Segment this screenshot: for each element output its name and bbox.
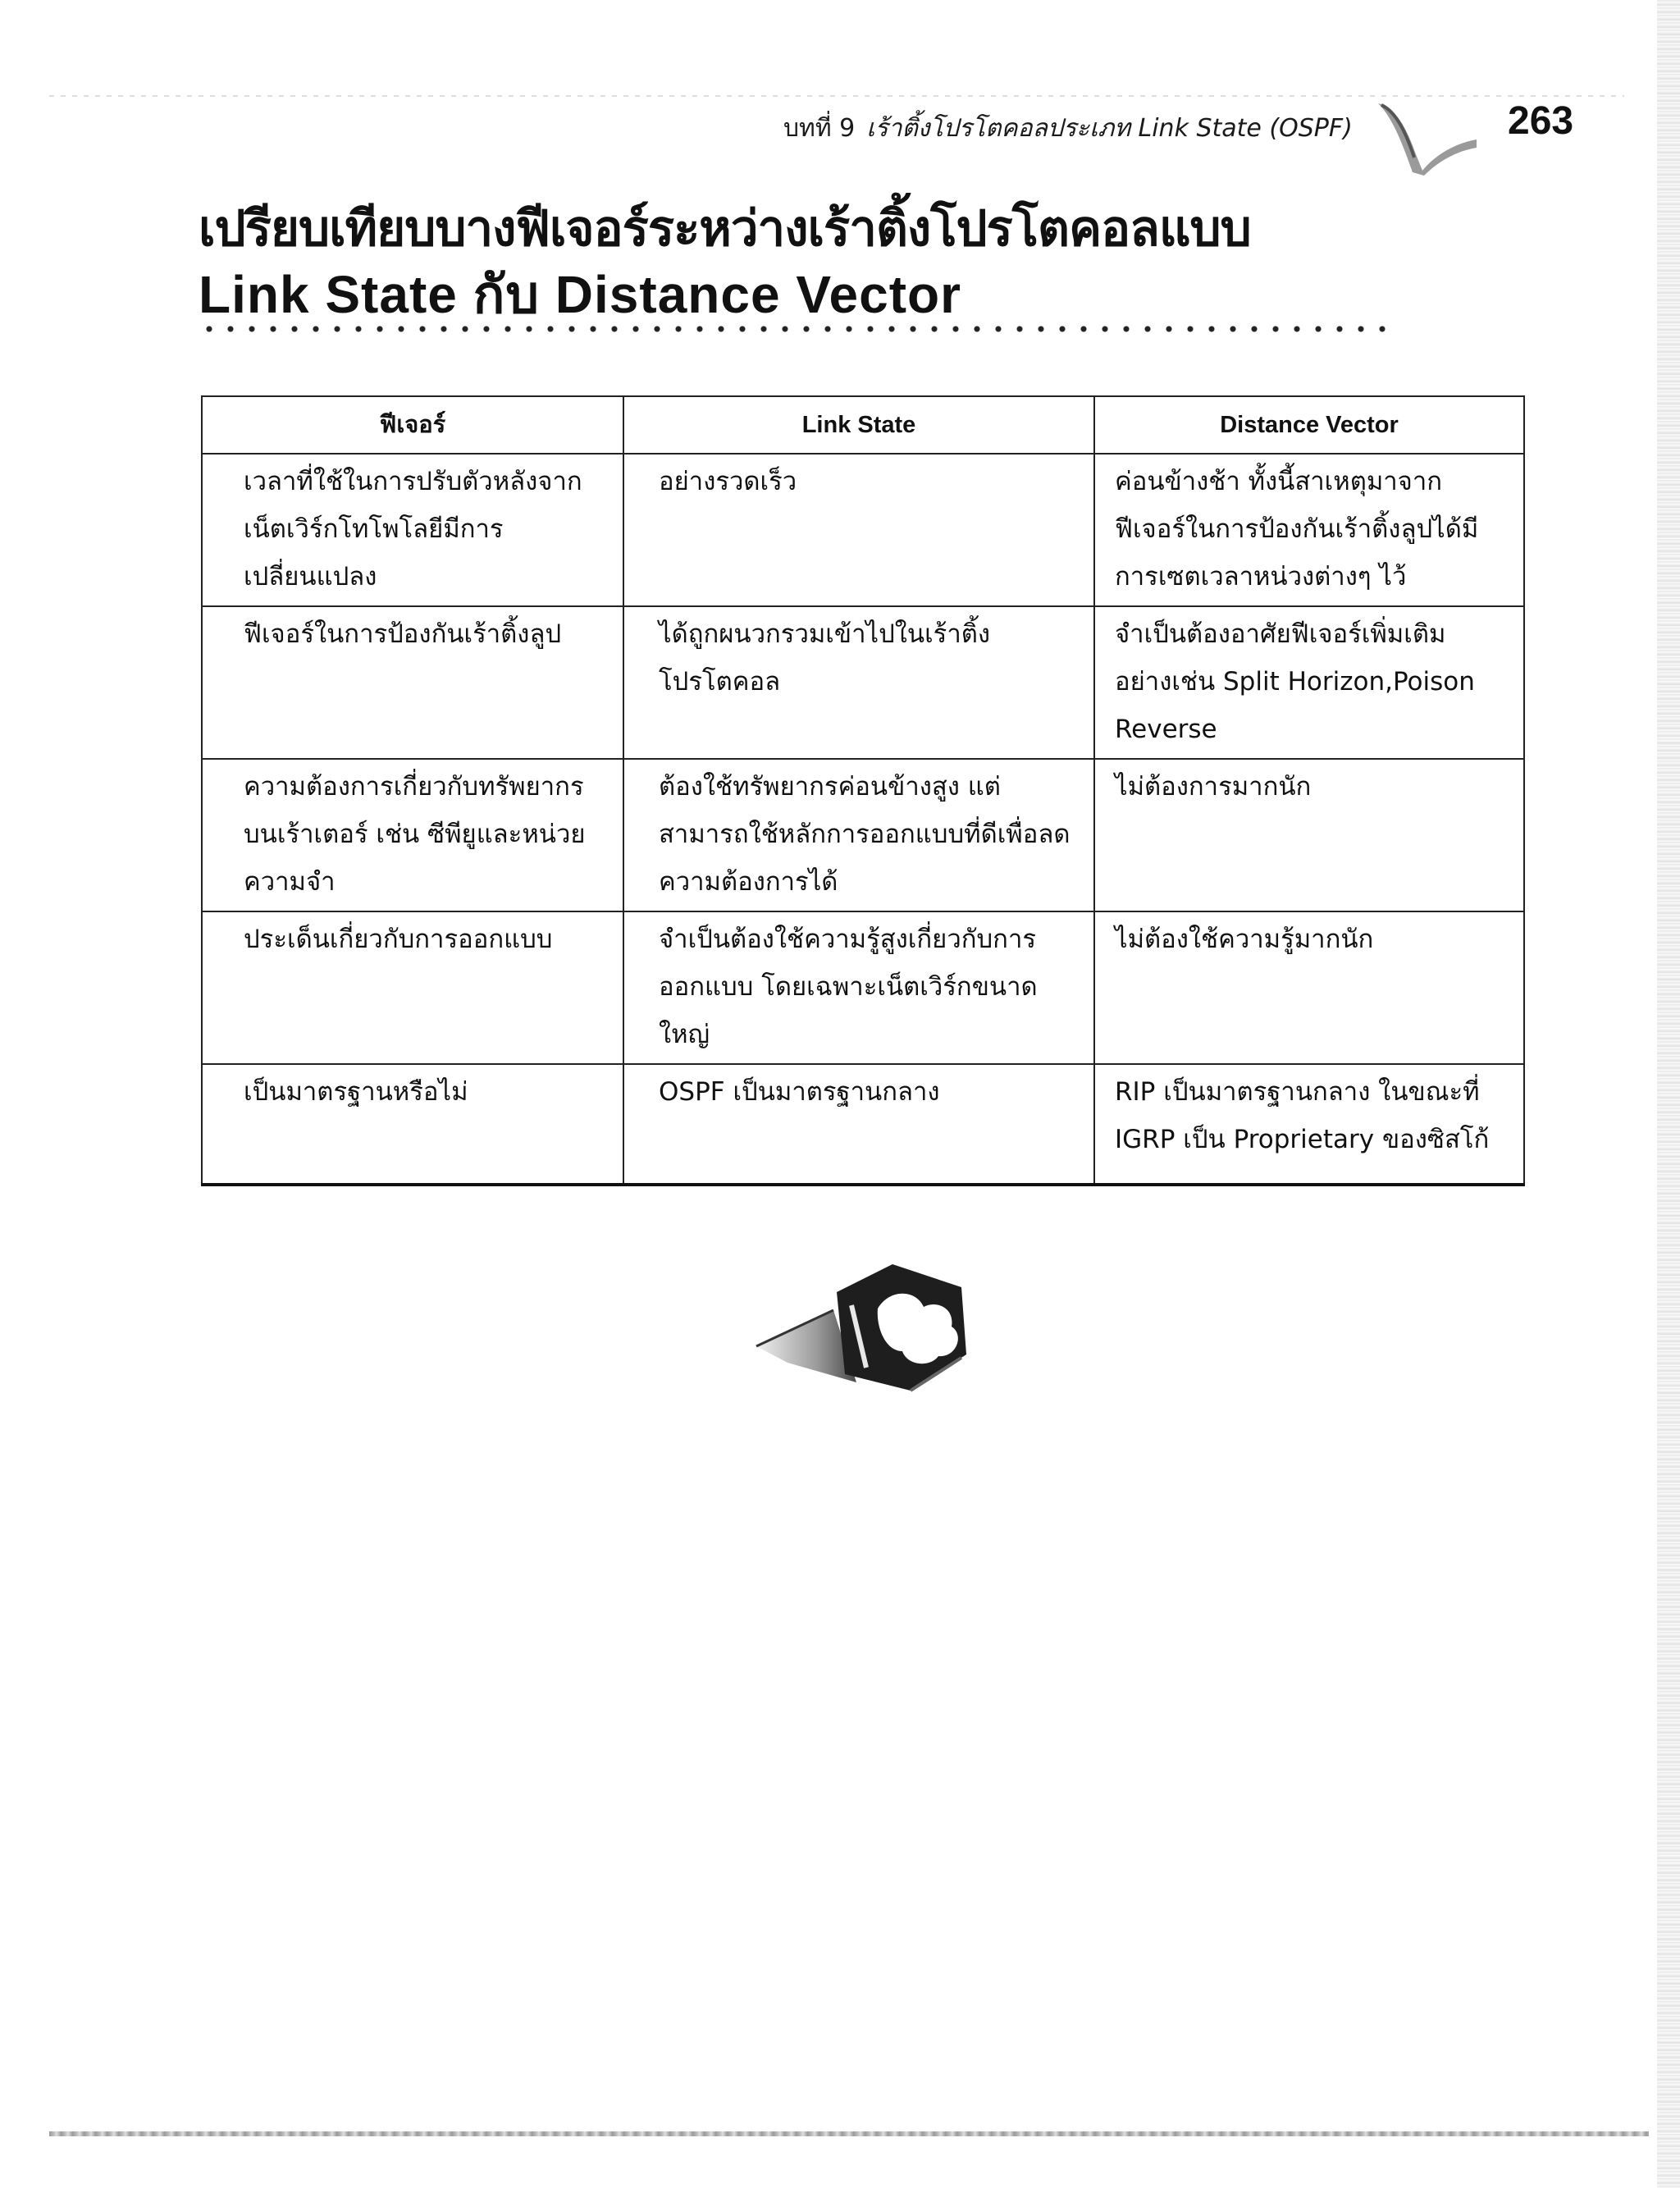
cell-link-state: ได้ถูกผนวกรวมเข้าไปในเร้าติ้งโปรโตคอล [623, 606, 1094, 759]
cell-feature: เป็นมาตรฐานหรือไม่ [202, 1064, 623, 1185]
cell-distance-vector: จำเป็นต้องอาศัยฟีเจอร์เพิ่มเติม อย่างเช่น Split Horizon,Poison Reverse [1094, 606, 1524, 759]
table-row [202, 454, 1524, 606]
cell-distance-vector: ค่อนข้างช้า ทั้งนี้สาเหตุมาจากฟีเจอร์ในการป้องกันเร้าติ้งลูปได้มีการเซตเวลาหน่วงต่างๆ ไว้ [1094, 454, 1524, 606]
cell-distance-vector: RIP เป็นมาตรฐานกลาง ในขณะที่ IGRP เป็น Proprietary ของซิสโก้ [1094, 1064, 1524, 1185]
cell-link-state: จำเป็นต้องใช้ความรู้สูงเกี่ยวกับการออกแบบ โดยเฉพาะเน็ตเวิร์กขนาดใหญ่ [623, 911, 1094, 1064]
table-header-row [202, 396, 1524, 454]
table-row [202, 606, 1524, 759]
cell-feature: ประเด็นเกี่ยวกับการออกแบบ [202, 911, 623, 1064]
header-feature: ฟีเจอร์ [202, 396, 623, 454]
cell-link-state: อย่างรวดเร็ว [623, 454, 1094, 606]
hand-pointing-icon [755, 1259, 976, 1399]
table-row [202, 1064, 1524, 1185]
cell-link-state: OSPF เป็นมาตรฐานกลาง [623, 1064, 1094, 1185]
header-distance-vector: Distance Vector [1094, 396, 1524, 454]
heading-dotted-rule [199, 325, 1396, 333]
page-number: 263 [1508, 99, 1574, 143]
heading-line-1: เปรียบเทียบบางฟีเจอร์ระหว่างเร้าติ้งโปรโตคอลแบบ [199, 201, 1251, 256]
table-row [202, 759, 1524, 911]
cell-feature: ฟีเจอร์ในการป้องกันเร้าติ้งลูป [202, 606, 623, 759]
section-heading [199, 197, 1413, 328]
scan-line-bottom [49, 2131, 1649, 2136]
corner-swoosh-icon [1378, 97, 1477, 176]
chapter-title: เร้าติ้งโปรโตคอลประเภท Link State (OSPF) [866, 113, 1353, 143]
table-row [202, 911, 1524, 1064]
cell-feature: ความต้องการเกี่ยวกับทรัพยากรบนเร้าเตอร์ เช่น ซีพียูและหน่วยความจำ [202, 759, 623, 911]
cell-distance-vector: ไม่ต้องใช้ความรู้มากนัก [1094, 911, 1524, 1064]
chapter-number: บทที่ 9 [783, 113, 856, 143]
comparison-table [201, 395, 1525, 1186]
cell-link-state: ต้องใช้ทรัพยากรค่อนข้างสูง แต่สามารถใช้หลักการออกแบบที่ดีเพื่อลดความต้องการได้ [623, 759, 1094, 911]
running-header [783, 112, 1353, 144]
cell-feature: เวลาที่ใช้ในการปรับตัวหลังจากเน็ตเวิร์กโทโพโลยีมีการเปลี่ยนแปลง [202, 454, 623, 606]
header-link-state: Link State [623, 396, 1094, 454]
cell-distance-vector: ไม่ต้องการมากนัก [1094, 759, 1524, 911]
heading-line-2: Link State กับ Distance Vector [199, 265, 961, 324]
scan-edge-right [1657, 0, 1680, 2188]
